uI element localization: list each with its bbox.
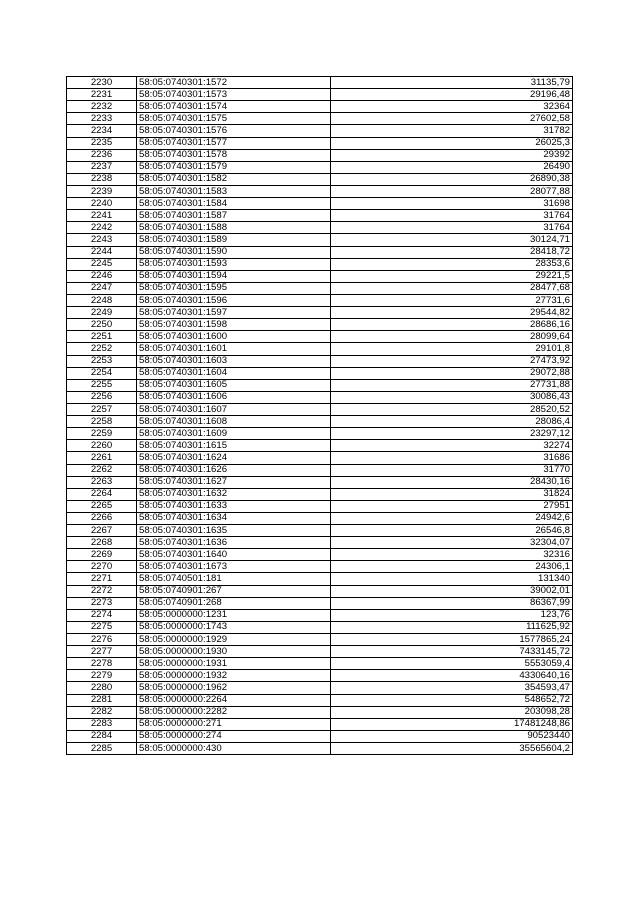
cadastral-number-cell: 58:05:0000000:1930: [137, 646, 331, 658]
value-cell: 548652,72: [331, 694, 573, 706]
row-number-cell: 2238: [67, 173, 137, 185]
row-number-cell: 2273: [67, 597, 137, 609]
table-row: [67, 403, 573, 415]
value-cell: 131340: [331, 573, 573, 585]
table-row: [67, 452, 573, 464]
table-row: [67, 319, 573, 331]
table-row: [67, 718, 573, 730]
row-number-cell: 2274: [67, 609, 137, 621]
cadastral-number-cell: 58:05:0000000:2282: [137, 706, 331, 718]
table-row: [67, 488, 573, 500]
table-row: [67, 101, 573, 113]
table-row: [67, 561, 573, 573]
value-cell: 28353,6: [331, 258, 573, 270]
row-number-cell: 2239: [67, 185, 137, 197]
cadastral-number-cell: 58:05:0740301:1593: [137, 258, 331, 270]
cadastral-number-cell: 58:05:0740301:1576: [137, 125, 331, 137]
table-row: [67, 258, 573, 270]
cadastral-number-cell: 58:05:0740301:1573: [137, 89, 331, 101]
row-number-cell: 2241: [67, 210, 137, 222]
row-number-cell: 2260: [67, 440, 137, 452]
value-cell: 203098,28: [331, 706, 573, 718]
cadastral-number-cell: 58:05:0000000:1932: [137, 670, 331, 682]
cadastral-number-cell: 58:05:0740301:1605: [137, 379, 331, 391]
cadastral-number-cell: 58:05:0740301:1626: [137, 464, 331, 476]
row-number-cell: 2242: [67, 222, 137, 234]
value-cell: 28430,16: [331, 476, 573, 488]
table-row: [67, 307, 573, 319]
row-number-cell: 2248: [67, 294, 137, 306]
value-cell: 24306,1: [331, 561, 573, 573]
row-number-cell: 2280: [67, 682, 137, 694]
row-number-cell: 2262: [67, 464, 137, 476]
cadastral-number-cell: 58:05:0740301:1589: [137, 234, 331, 246]
value-cell: 17481248,86: [331, 718, 573, 730]
value-cell: 39002,01: [331, 585, 573, 597]
cadastral-number-cell: 58:05:0740501:181: [137, 573, 331, 585]
row-number-cell: 2244: [67, 246, 137, 258]
value-cell: 28686,16: [331, 319, 573, 331]
table-row: [67, 694, 573, 706]
row-number-cell: 2281: [67, 694, 137, 706]
row-number-cell: 2253: [67, 355, 137, 367]
table-body: [67, 77, 573, 755]
cadastral-number-cell: 58:05:0740301:1584: [137, 198, 331, 210]
row-number-cell: 2268: [67, 537, 137, 549]
cadastral-number-cell: 58:05:0740301:1578: [137, 149, 331, 161]
value-cell: 86367,99: [331, 597, 573, 609]
cadastral-number-cell: 58:05:0000000:274: [137, 730, 331, 742]
value-cell: 31698: [331, 198, 573, 210]
value-cell: 26490: [331, 161, 573, 173]
table-row: [67, 646, 573, 658]
value-cell: 4330640,16: [331, 670, 573, 682]
cadastral-number-cell: 58:05:0740301:1577: [137, 137, 331, 149]
row-number-cell: 2235: [67, 137, 137, 149]
cadastral-number-cell: 58:05:0740301:1632: [137, 488, 331, 500]
cadastral-number-cell: 58:05:0000000:1962: [137, 682, 331, 694]
row-number-cell: 2277: [67, 646, 137, 658]
table-row: [67, 77, 573, 89]
cadastral-number-cell: 58:05:0740301:1583: [137, 185, 331, 197]
table-row: [67, 428, 573, 440]
row-number-cell: 2240: [67, 198, 137, 210]
cadastral-number-cell: 58:05:0740301:1588: [137, 222, 331, 234]
row-number-cell: 2258: [67, 416, 137, 428]
value-cell: 7433145,72: [331, 646, 573, 658]
cadastral-number-cell: 58:05:0740301:1590: [137, 246, 331, 258]
row-number-cell: 2270: [67, 561, 137, 573]
cadastral-number-cell: 58:05:0740301:1635: [137, 525, 331, 537]
value-cell: 28077,88: [331, 185, 573, 197]
table-row: [67, 173, 573, 185]
row-number-cell: 2264: [67, 488, 137, 500]
cadastral-number-cell: 58:05:0000000:2264: [137, 694, 331, 706]
row-number-cell: 2247: [67, 282, 137, 294]
row-number-cell: 2266: [67, 512, 137, 524]
table-row: [67, 476, 573, 488]
cadastral-number-cell: 58:05:0740301:1579: [137, 161, 331, 173]
cadastral-number-cell: 58:05:0740301:1673: [137, 561, 331, 573]
value-cell: 5553059,4: [331, 658, 573, 670]
row-number-cell: 2243: [67, 234, 137, 246]
cadastral-number-cell: 58:05:0740301:1608: [137, 416, 331, 428]
cadastral-number-cell: 58:05:0000000:1929: [137, 634, 331, 646]
value-cell: 32274: [331, 440, 573, 452]
cadastral-number-cell: 58:05:0740301:1634: [137, 512, 331, 524]
table-row: [67, 658, 573, 670]
value-cell: 32316: [331, 549, 573, 561]
value-cell: 27602,58: [331, 113, 573, 125]
table-row: [67, 743, 573, 755]
table-row: [67, 282, 573, 294]
value-cell: 26546,8: [331, 525, 573, 537]
value-cell: 30124,71: [331, 234, 573, 246]
table-row: [67, 670, 573, 682]
table-row: [67, 512, 573, 524]
table-row: [67, 198, 573, 210]
cadastral-number-cell: 58:05:0740301:1572: [137, 77, 331, 89]
cadastral-number-cell: 58:05:0740301:1575: [137, 113, 331, 125]
value-cell: 32304,07: [331, 537, 573, 549]
row-number-cell: 2279: [67, 670, 137, 682]
value-cell: 26025,3: [331, 137, 573, 149]
row-number-cell: 2231: [67, 89, 137, 101]
value-cell: 111625,92: [331, 621, 573, 633]
cadastral-number-cell: 58:05:0740301:1609: [137, 428, 331, 440]
table-row: [67, 246, 573, 258]
row-number-cell: 2283: [67, 718, 137, 730]
value-cell: 35565604,2: [331, 743, 573, 755]
value-cell: 23297,12: [331, 428, 573, 440]
cadastral-number-cell: 58:05:0740301:1600: [137, 331, 331, 343]
cadastral-number-cell: 58:05:0740301:1640: [137, 549, 331, 561]
row-number-cell: 2271: [67, 573, 137, 585]
table-row: [67, 234, 573, 246]
table-row: [67, 682, 573, 694]
value-cell: 31135,79: [331, 77, 573, 89]
table-row: [67, 464, 573, 476]
row-number-cell: 2236: [67, 149, 137, 161]
value-cell: 30086,43: [331, 391, 573, 403]
cadastral-number-cell: 58:05:0740301:1604: [137, 367, 331, 379]
table-row: [67, 634, 573, 646]
cadastral-number-cell: 58:05:0740301:1587: [137, 210, 331, 222]
cadastral-value-table: [66, 76, 573, 755]
value-cell: 24942,6: [331, 512, 573, 524]
row-number-cell: 2257: [67, 403, 137, 415]
table-row: [67, 137, 573, 149]
cadastral-number-cell: 58:05:0740301:1624: [137, 452, 331, 464]
value-cell: 32364: [331, 101, 573, 113]
table-row: [67, 730, 573, 742]
cadastral-number-cell: 58:05:0000000:271: [137, 718, 331, 730]
cadastral-number-cell: 58:05:0740301:1574: [137, 101, 331, 113]
table-row: [67, 161, 573, 173]
cadastral-number-cell: 58:05:0740301:1596: [137, 294, 331, 306]
value-cell: 28477,68: [331, 282, 573, 294]
row-number-cell: 2282: [67, 706, 137, 718]
table-row: [67, 549, 573, 561]
table-row: [67, 331, 573, 343]
value-cell: 31764: [331, 222, 573, 234]
row-number-cell: 2261: [67, 452, 137, 464]
row-number-cell: 2255: [67, 379, 137, 391]
cadastral-number-cell: 58:05:0740301:1597: [137, 307, 331, 319]
table-row: [67, 222, 573, 234]
cadastral-number-cell: 58:05:0740301:1627: [137, 476, 331, 488]
value-cell: 27473,92: [331, 355, 573, 367]
value-cell: 31824: [331, 488, 573, 500]
table-row: [67, 149, 573, 161]
row-number-cell: 2232: [67, 101, 137, 113]
table-row: [67, 89, 573, 101]
table-row: [67, 525, 573, 537]
value-cell: 29544,82: [331, 307, 573, 319]
cadastral-number-cell: 58:05:0740301:1633: [137, 500, 331, 512]
table-row: [67, 355, 573, 367]
value-cell: 29072,88: [331, 367, 573, 379]
value-cell: 29101,8: [331, 343, 573, 355]
value-cell: 123,76: [331, 609, 573, 621]
row-number-cell: 2245: [67, 258, 137, 270]
value-cell: 27951: [331, 500, 573, 512]
table-row: [67, 391, 573, 403]
row-number-cell: 2284: [67, 730, 137, 742]
row-number-cell: 2233: [67, 113, 137, 125]
table-row: [67, 585, 573, 597]
value-cell: 90523440: [331, 730, 573, 742]
cadastral-number-cell: 58:05:0740301:1582: [137, 173, 331, 185]
table-row: [67, 343, 573, 355]
cadastral-number-cell: 58:05:0000000:1931: [137, 658, 331, 670]
cadastral-number-cell: 58:05:0740901:267: [137, 585, 331, 597]
value-cell: 29392: [331, 149, 573, 161]
cadastral-number-cell: 58:05:0000000:1231: [137, 609, 331, 621]
cadastral-number-cell: 58:05:0740901:268: [137, 597, 331, 609]
row-number-cell: 2267: [67, 525, 137, 537]
value-cell: 28418,72: [331, 246, 573, 258]
cadastral-number-cell: 58:05:0740301:1601: [137, 343, 331, 355]
row-number-cell: 2249: [67, 307, 137, 319]
row-number-cell: 2237: [67, 161, 137, 173]
row-number-cell: 2272: [67, 585, 137, 597]
value-cell: 31764: [331, 210, 573, 222]
table-row: [67, 500, 573, 512]
table-row: [67, 440, 573, 452]
cadastral-number-cell: 58:05:0000000:430: [137, 743, 331, 755]
value-cell: 1577865,24: [331, 634, 573, 646]
table-row: [67, 125, 573, 137]
table-row: [67, 379, 573, 391]
table-row: [67, 706, 573, 718]
row-number-cell: 2254: [67, 367, 137, 379]
row-number-cell: 2265: [67, 500, 137, 512]
row-number-cell: 2278: [67, 658, 137, 670]
value-cell: 29221,5: [331, 270, 573, 282]
value-cell: 27731,88: [331, 379, 573, 391]
value-cell: 29196,48: [331, 89, 573, 101]
cadastral-number-cell: 58:05:0000000:1743: [137, 621, 331, 633]
row-number-cell: 2275: [67, 621, 137, 633]
row-number-cell: 2276: [67, 634, 137, 646]
cadastral-number-cell: 58:05:0740301:1615: [137, 440, 331, 452]
table-row: [67, 210, 573, 222]
table-row: [67, 367, 573, 379]
cadastral-number-cell: 58:05:0740301:1594: [137, 270, 331, 282]
row-number-cell: 2250: [67, 319, 137, 331]
table-row: [67, 185, 573, 197]
table-row: [67, 416, 573, 428]
row-number-cell: 2285: [67, 743, 137, 755]
value-cell: 26890,38: [331, 173, 573, 185]
table-row: [67, 621, 573, 633]
row-number-cell: 2263: [67, 476, 137, 488]
cadastral-number-cell: 58:05:0740301:1607: [137, 403, 331, 415]
row-number-cell: 2259: [67, 428, 137, 440]
table-row: [67, 573, 573, 585]
cadastral-number-cell: 58:05:0740301:1595: [137, 282, 331, 294]
row-number-cell: 2256: [67, 391, 137, 403]
value-cell: 31782: [331, 125, 573, 137]
table-row: [67, 270, 573, 282]
table-row: [67, 294, 573, 306]
cadastral-number-cell: 58:05:0740301:1636: [137, 537, 331, 549]
value-cell: 31686: [331, 452, 573, 464]
value-cell: 28086,4: [331, 416, 573, 428]
value-cell: 27731,6: [331, 294, 573, 306]
row-number-cell: 2230: [67, 77, 137, 89]
row-number-cell: 2246: [67, 270, 137, 282]
row-number-cell: 2234: [67, 125, 137, 137]
row-number-cell: 2269: [67, 549, 137, 561]
cadastral-number-cell: 58:05:0740301:1598: [137, 319, 331, 331]
value-cell: 354593,47: [331, 682, 573, 694]
cadastral-number-cell: 58:05:0740301:1606: [137, 391, 331, 403]
row-number-cell: 2252: [67, 343, 137, 355]
value-cell: 28520,52: [331, 403, 573, 415]
table-row: [67, 537, 573, 549]
table-row: [67, 113, 573, 125]
value-cell: 28099,64: [331, 331, 573, 343]
cadastral-number-cell: 58:05:0740301:1603: [137, 355, 331, 367]
table-row: [67, 597, 573, 609]
table-row: [67, 609, 573, 621]
value-cell: 31770: [331, 464, 573, 476]
row-number-cell: 2251: [67, 331, 137, 343]
